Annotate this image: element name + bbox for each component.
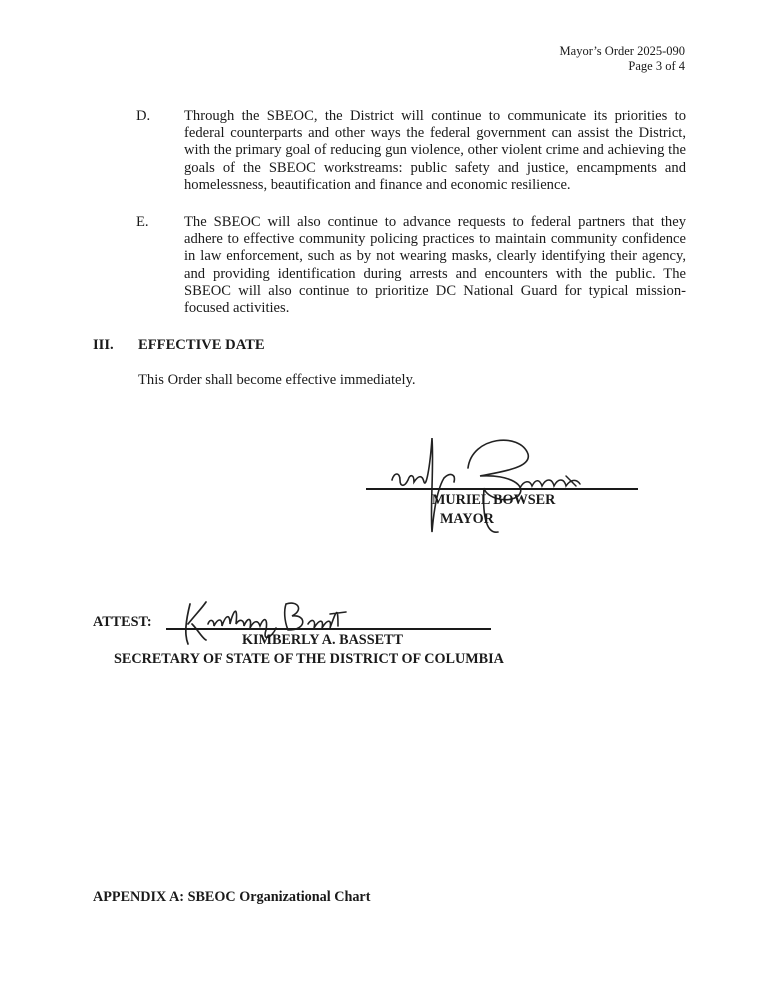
appendix-title: APPENDIX A: SBEOC Organizational Chart (93, 889, 371, 905)
attest-label: ATTEST: (93, 614, 152, 630)
list-item-d (138, 108, 686, 194)
secretary-name: KIMBERLY A. BASSETT (242, 632, 403, 648)
secretary-title: SECRETARY OF STATE OF THE DISTRICT OF COLUMBIA (114, 651, 504, 667)
item-text: Through the SBEOC, the District will continue to communicate its priorities to federal counterparts and other ways the federal government can assist the District, with the primary goal of reducing gun violence, other violent crime and achieving the goals of the SBEOC workstreams: public safety and justice, encampments and homelessness, beautification and finance and economic resilience. (184, 108, 686, 193)
mayor-signature-line (366, 488, 638, 490)
page-header (560, 44, 685, 74)
list-item-e (138, 214, 686, 317)
section-title: EFFECTIVE DATE (138, 337, 265, 353)
order-number: Mayor’s Order 2025-090 (559, 44, 685, 58)
item-label: E. (136, 214, 149, 230)
page-number: Page 3 of 4 (628, 59, 685, 73)
mayor-title: MAYOR (440, 511, 494, 527)
section-body: This Order shall become effective immediately. (138, 372, 416, 388)
section-number: III. (93, 337, 114, 353)
mayor-name: MURIEL BOWSER (432, 492, 556, 508)
item-label: D. (136, 108, 151, 124)
item-text: The SBEOC will also continue to advance requests to federal partners that they adhere to effective community policing practices to maintain community confidence in law enforcement, such as by not wearing masks, clearly identifying their agency, and providing identification during arrests and encounters with the public. The SBEOC will also continue to prioritize DC National Guard for typical mission-focused activities. (184, 214, 686, 317)
attest-signature-line (166, 628, 491, 630)
